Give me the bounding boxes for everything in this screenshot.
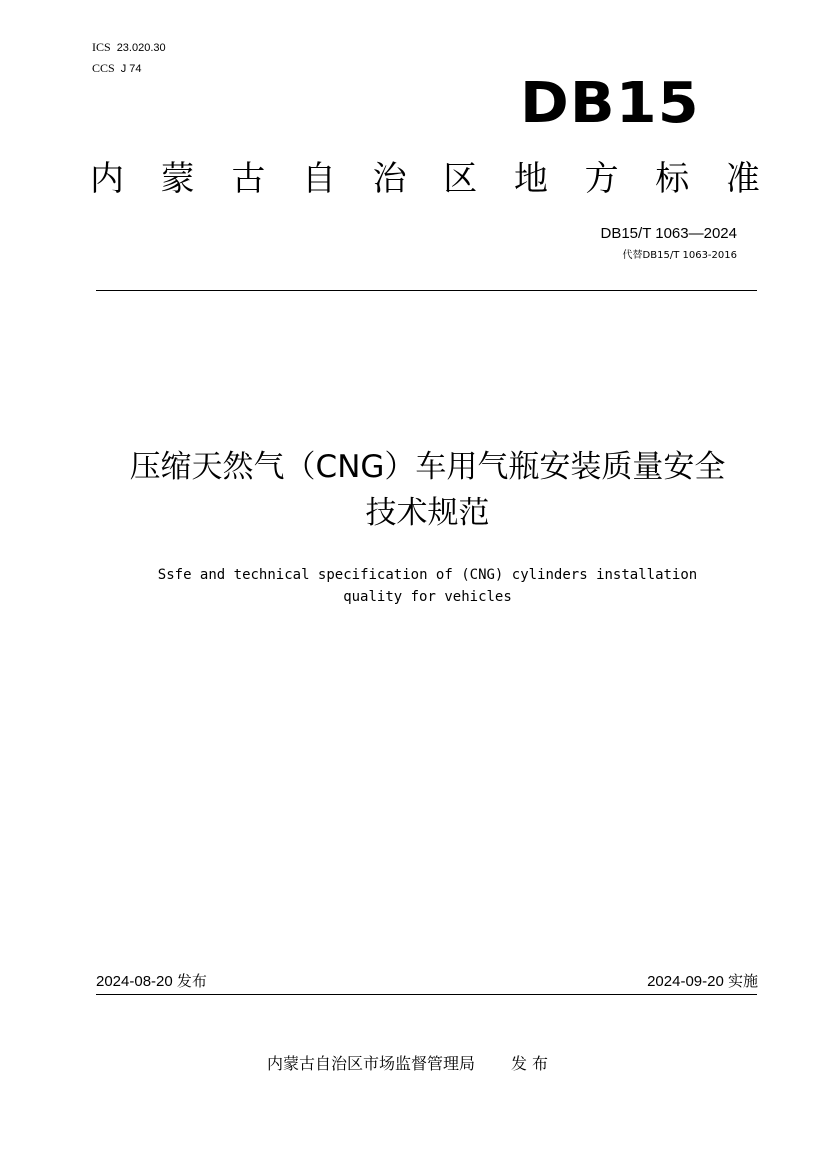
bottom-divider xyxy=(96,994,757,995)
standard-type-char: 地 xyxy=(513,159,548,199)
chinese-title-line-1: 压缩天然气（CNG）车用气瓶安装质量安全 xyxy=(129,449,726,485)
issuer-org: 内蒙古自治区市场监督管理局 xyxy=(266,1054,475,1073)
standard-type-char: 标 xyxy=(655,159,690,199)
standard-type-char: 治 xyxy=(372,159,407,199)
ics-label: ICS xyxy=(92,40,111,54)
standard-type-char: 方 xyxy=(584,159,619,199)
db15-logo: DB15 xyxy=(520,71,700,136)
replaces-standard: 代替DB15/T 1063-2016 xyxy=(622,250,737,261)
top-divider xyxy=(96,290,757,291)
standard-type-char: 准 xyxy=(725,159,760,199)
ics-value: 23.020.30 xyxy=(116,42,166,54)
ccs-code xyxy=(92,61,141,76)
ccs-value: J 74 xyxy=(120,63,142,75)
standard-type-heading xyxy=(90,158,760,200)
ics-code xyxy=(92,40,166,55)
english-title-line-1: Ssfe and technical specification of (CNG) cylinders installation xyxy=(157,567,698,583)
implementation-date: 2024-09-20 实施 xyxy=(647,973,758,990)
english-title xyxy=(60,564,795,608)
standard-type-char: 古 xyxy=(231,159,266,199)
issuer-action: 发 布 xyxy=(510,1054,549,1073)
issue-date: 2024-08-20 发布 xyxy=(96,973,207,990)
standard-type-char: 蒙 xyxy=(160,159,195,199)
chinese-title xyxy=(60,444,795,536)
english-title-line-2: quality for vehicles xyxy=(343,589,512,605)
issuing-authority xyxy=(0,1054,815,1074)
standard-type-char: 自 xyxy=(301,159,336,199)
standard-type-char: 区 xyxy=(443,159,478,199)
standard-number: DB15/T 1063—2024 xyxy=(600,225,737,242)
chinese-title-line-2: 技术规范 xyxy=(365,495,490,531)
ccs-label: CCS xyxy=(92,61,115,75)
standard-type-char: 内 xyxy=(90,159,124,199)
